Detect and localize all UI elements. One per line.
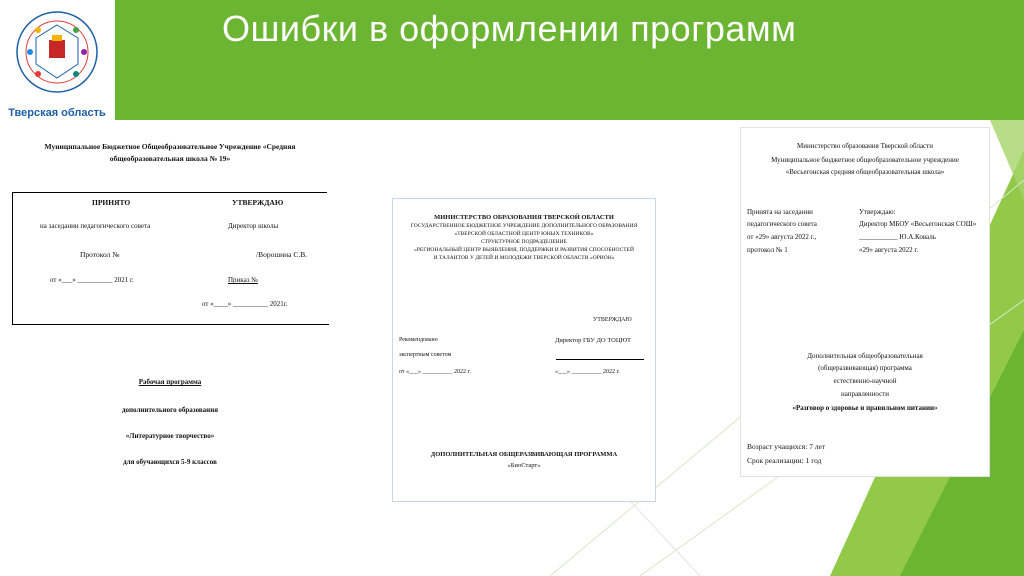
- document-sample-3: [740, 127, 990, 477]
- doc3-accepted-line4: протокол № 1: [747, 246, 788, 254]
- doc3-accepted-line2: педагогического совета: [747, 220, 817, 228]
- doc1-director-name: /Ворошина С.В.: [256, 250, 308, 259]
- regional-center-logo-icon: [0, 0, 115, 120]
- doc3-approved-line1: Утверждаю:: [859, 208, 896, 216]
- deco-line-3: [620, 490, 700, 576]
- doc1-program-title: Рабочая программа: [138, 378, 202, 386]
- doc2-director: Директор ГБУ ДО ТОЦЮТ: [555, 337, 632, 344]
- doc3-program-name: «Разговор о здоровье и правильном питании»: [792, 404, 938, 412]
- doc3-approved-line3: ___________ Ю.А.Коваль: [859, 233, 936, 241]
- doc2-org-line1: ГОСУДАРСТВЕННОЕ БЮДЖЕТНОЕ УЧРЕЖДЕНИЕ ДОПОЛНИТЕЛЬНОГО ОБРАЗОВАНИЯ: [410, 223, 638, 229]
- doc3-program-line3: естественно-научной: [833, 377, 897, 385]
- doc1-director: Директор школы: [228, 222, 279, 230]
- doc3-ministry: Министерство образования Тверской области: [797, 142, 933, 150]
- doc2-approved: УТВЕРЖДАЮ: [593, 317, 632, 323]
- doc2-council: экспертным советом: [399, 352, 452, 358]
- doc3-accepted-line3: от «29» августа 2022 г.,: [747, 233, 817, 241]
- doc1-org-line1: Муниципальное Бюджетное Общеобразовательное Учреждение «Средняя: [44, 142, 296, 151]
- logo: [0, 0, 115, 120]
- document-sample-1: [10, 130, 335, 475]
- doc1-council: на заседании педагогического совета: [40, 222, 151, 230]
- doc2-program-title: ДОПОЛНИТЕЛЬНАЯ ОБЩЕРАЗВИВАЮЩАЯ ПРОГРАММА: [430, 451, 618, 458]
- logo-caption: Тверская область: [8, 107, 106, 119]
- doc3-org-line2: «Весьегонская средняя общеобразовательная школа»: [785, 168, 945, 176]
- doc3-approved-line4: «29» августа 2022 г.: [859, 246, 919, 254]
- doc2-date-left: от «___» __________ 2022 г.: [399, 369, 471, 375]
- doc3-program-line2: (общеразвивающая) программа: [818, 364, 912, 372]
- doc1-date-left: от «___» __________ 2021 г.: [50, 276, 134, 284]
- doc2-date-right: «___» __________ 2022 г.: [555, 369, 620, 375]
- doc1-program-sub: дополнительного образования: [121, 406, 219, 414]
- doc3-program-line4: направленности: [840, 390, 890, 398]
- doc1-date-right: от «____» __________ 2021г.: [202, 300, 288, 308]
- doc3-program-line1: Дополнительная общеобразовательная: [807, 352, 923, 360]
- doc3-approved-line2: Директор МБОУ «Весьегонская СОШ»: [859, 220, 977, 228]
- slide-title: Ошибки в оформлении программ: [222, 8, 797, 49]
- doc2-org-line3: СТРУКТУРНОЕ ПОДРАЗДЕЛЕНИЕ: [481, 239, 567, 245]
- doc1-audience: для обучающихся 5-9 классов: [123, 458, 217, 466]
- doc1-accepted: ПРИНЯТО: [92, 198, 131, 207]
- doc3-term: Срок реализации: 1 год: [747, 456, 822, 465]
- doc1-order: Приказ №: [228, 276, 258, 284]
- doc2-org-line5: И ТАЛАНТОВ У ДЕТЕЙ И МОЛОДЕЖИ ТВЕРСКОЙ ОБЛАСТИ «ОРИОН»: [433, 255, 615, 261]
- doc1-program-name: «Литературное творчество»: [125, 432, 215, 440]
- doc3-org-line1: Муниципальное бюджетное общеобразовательное учреждение: [771, 156, 959, 164]
- doc2-ministry: МИНИСТЕРСТВО ОБРАЗОВАНИЯ ТВЕРСКОЙ ОБЛАСТИ: [434, 214, 614, 221]
- doc2-org-line2: «ТВЕРСКОЙ ОБЛАСТНОЙ ЦЕНТР ЮНЫХ ТЕХНИКОВ»: [454, 231, 594, 237]
- doc1-approved: УТВЕРЖДАЮ: [232, 198, 284, 207]
- doc2-org-line4: «РЕГИОНАЛЬНЫЙ ЦЕНТР ВЫЯВЛЕНИЯ, ПОДДЕРЖКИ И РАЗВИТИЯ СПОСОБНОСТЕЙ: [414, 247, 634, 253]
- doc3-age: Возраст учащихся: 7 лет: [747, 442, 826, 451]
- doc2-program-name: «БиоСтарт»: [507, 462, 541, 469]
- doc2-recommended: Рекомендовано: [399, 337, 438, 343]
- document-sample-2: [392, 198, 656, 502]
- doc3-accepted-line1: Принята на заседании: [747, 208, 813, 216]
- doc2-signature-line: [556, 359, 644, 360]
- doc1-org-line2: общеобразовательная школа № 19»: [109, 154, 231, 163]
- doc1-protocol: Протокол №: [80, 250, 120, 259]
